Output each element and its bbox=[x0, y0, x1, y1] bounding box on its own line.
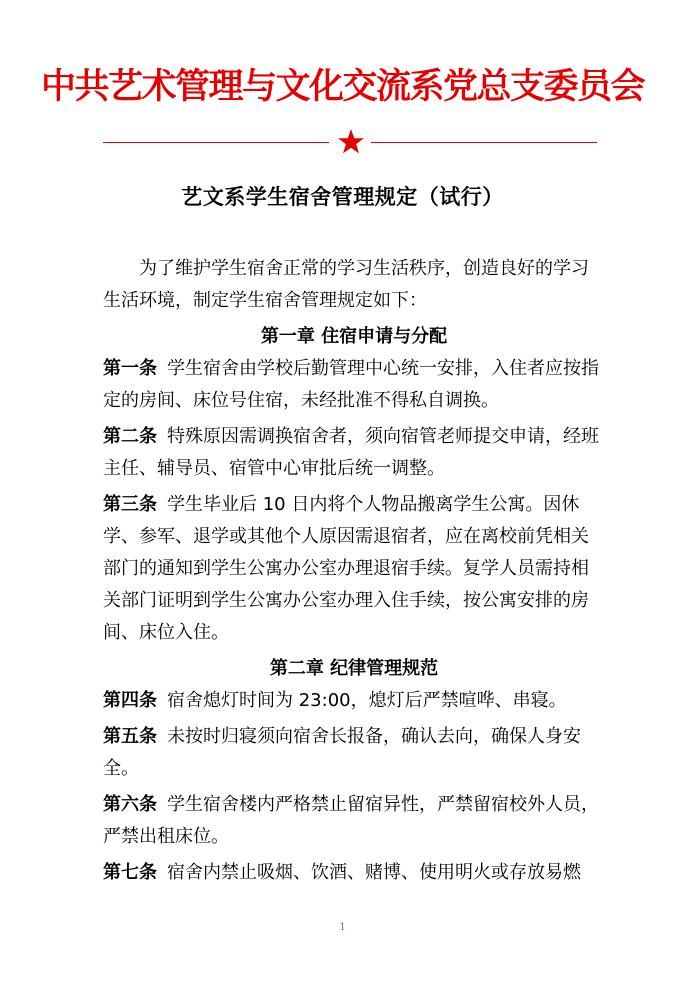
article-text: 学生宿舍由学校后勤管理中心统一安排，入住者应按指定的房间、床位号住宿，未经批准不得私自调换。 bbox=[103, 358, 599, 411]
document-body bbox=[103, 253, 605, 893]
document-title: 艺文系学生宿舍管理规定（试行） bbox=[181, 185, 504, 209]
article-paragraph bbox=[103, 857, 605, 889]
article-text: 宿舍熄灯时间为 23:00，熄灯后严禁喧哗、串寝。 bbox=[167, 690, 567, 711]
page-number: 1 bbox=[339, 922, 346, 933]
article-paragraph bbox=[103, 721, 605, 785]
article-text: 特殊原因需调换宿舍者，须向宿管老师提交申请，经班主任、辅导员、宿管中心审批后统一调整。 bbox=[103, 426, 599, 479]
star-icon bbox=[337, 128, 365, 156]
article-paragraph bbox=[103, 489, 605, 649]
article-paragraph bbox=[103, 789, 605, 853]
article-number: 第三条 bbox=[103, 494, 157, 515]
chapter-heading: 第二章 纪律管理规范 bbox=[269, 658, 439, 679]
article-paragraph bbox=[103, 685, 605, 717]
divider-line-left bbox=[103, 142, 329, 143]
article-paragraph bbox=[103, 421, 605, 485]
organization-header: 中共艺术管理与文化交流系党总支委员会 bbox=[40, 67, 644, 107]
header-divider bbox=[0, 128, 685, 158]
article-number: 第一条 bbox=[103, 358, 157, 379]
article-text: 未按时归寝须向宿舍长报备，确认去向，确保人身安全。 bbox=[103, 726, 581, 779]
article-text: 宿舍内禁止吸烟、饮酒、赌博、使用明火或存放易燃 bbox=[167, 862, 581, 883]
article-text: 学生毕业后 10 日内将个人物品搬离学生公寓。因休学、参军、退学或其他个人原因需退宿者，应在离校前凭相关部门的通知到学生公寓办公室办理退宿手续。复学人员需持相关部门证明到学生公寓办公室办理入住手续，按公寓安排的房间、床位入住。 bbox=[103, 494, 589, 643]
article-number: 第七条 bbox=[103, 862, 157, 883]
article-paragraph bbox=[103, 353, 605, 417]
divider-line-right bbox=[371, 142, 597, 143]
chapter-heading: 第一章 住宿申请与分配 bbox=[260, 326, 448, 347]
article-number: 第五条 bbox=[103, 726, 157, 747]
article-number: 第四条 bbox=[103, 690, 157, 711]
intro-paragraph: 为了维护学生宿舍正常的学习生活秩序，创造良好的学习生活环境，制定学生宿舍管理规定如下： bbox=[103, 258, 589, 311]
article-number: 第二条 bbox=[103, 426, 157, 447]
article-number: 第六条 bbox=[103, 794, 157, 815]
article-text: 学生宿舍楼内严格禁止留宿异性，严禁留宿校外人员，严禁出租床位。 bbox=[103, 794, 599, 847]
